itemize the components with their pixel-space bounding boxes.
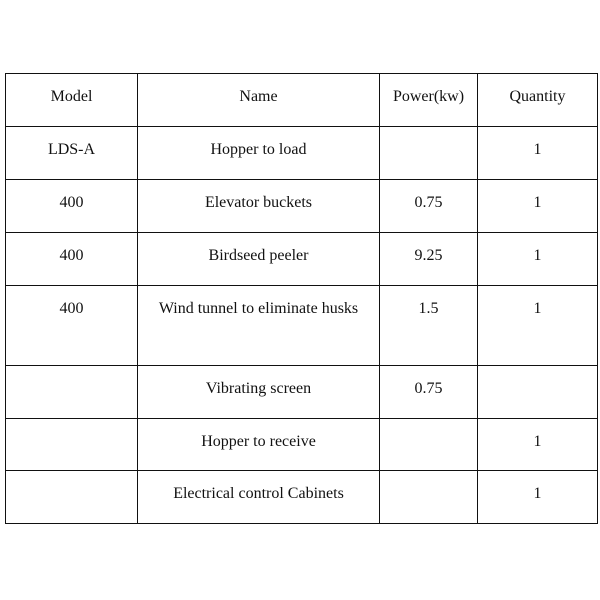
table-row	[6, 127, 598, 180]
cell-model: 400	[6, 286, 138, 366]
cell-quantity: 1	[478, 180, 598, 233]
cell-model	[6, 419, 138, 471]
cell-power: 1.5	[380, 286, 478, 366]
table-row	[6, 180, 598, 233]
cell-power: 9.25	[380, 233, 478, 286]
cell-power	[380, 471, 478, 524]
table-row	[6, 286, 598, 366]
cell-quantity	[478, 366, 598, 419]
cell-name: Electrical control Cabinets	[138, 471, 380, 524]
cell-power: 0.75	[380, 180, 478, 233]
cell-name: Hopper to receive	[138, 419, 380, 471]
cell-model: 400	[6, 180, 138, 233]
cell-name: Vibrating screen	[138, 366, 380, 419]
cell-quantity: 1	[478, 233, 598, 286]
cell-quantity: 1	[478, 471, 598, 524]
cell-model: LDS-A	[6, 127, 138, 180]
cell-power: 0.75	[380, 366, 478, 419]
cell-name: Wind tunnel to eliminate husks	[138, 286, 380, 366]
cell-quantity: 1	[478, 127, 598, 180]
header-quantity: Quantity	[478, 74, 598, 127]
cell-name: Elevator buckets	[138, 180, 380, 233]
cell-model	[6, 366, 138, 419]
header-name: Name	[138, 74, 380, 127]
table-row	[6, 233, 598, 286]
cell-model: 400	[6, 233, 138, 286]
header-power: Power(kw)	[380, 74, 478, 127]
table-row	[6, 471, 598, 524]
cell-power	[380, 419, 478, 471]
equipment-table	[5, 73, 598, 524]
cell-name: Birdseed peeler	[138, 233, 380, 286]
cell-quantity: 1	[478, 286, 598, 366]
table-row	[6, 366, 598, 419]
cell-name: Hopper to load	[138, 127, 380, 180]
cell-power	[380, 127, 478, 180]
cell-model	[6, 471, 138, 524]
table-row	[6, 419, 598, 471]
cell-quantity: 1	[478, 419, 598, 471]
table-header-row	[6, 74, 598, 127]
header-model: Model	[6, 74, 138, 127]
